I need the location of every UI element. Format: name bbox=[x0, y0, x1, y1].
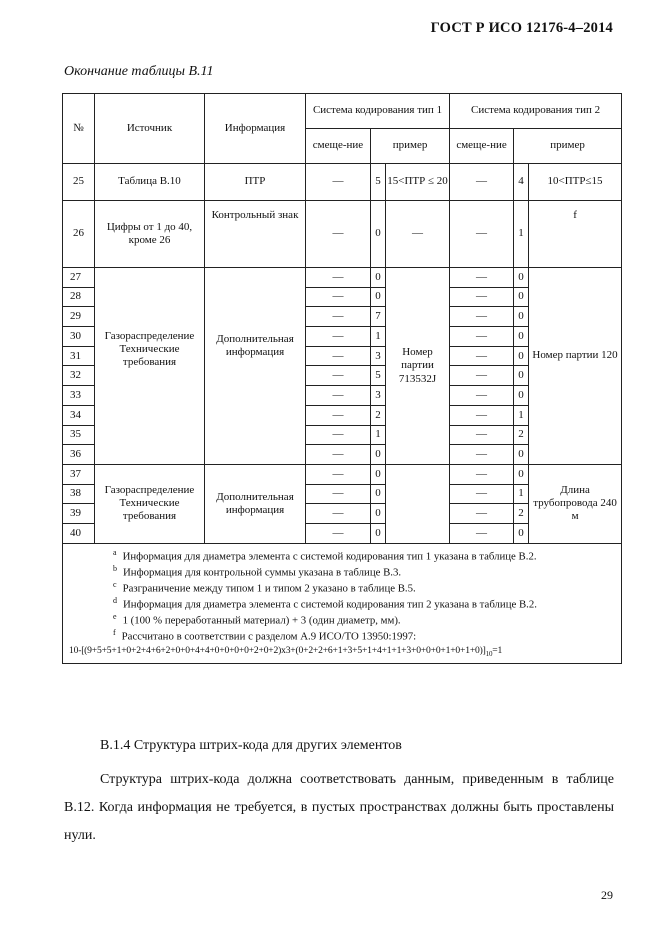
row-shift-1: — bbox=[306, 425, 371, 445]
document-header: ГОСТ Р ИСО 12176-4–2014 bbox=[430, 20, 613, 36]
row-shift-1: — bbox=[306, 445, 371, 465]
block1-example-1: Номер партии 713532J bbox=[386, 268, 450, 465]
footnote-mark: e bbox=[113, 612, 117, 622]
row-value-2: 0 bbox=[514, 287, 529, 307]
row-value-2: 0 bbox=[514, 464, 529, 484]
row-number: 37 bbox=[63, 464, 95, 484]
row-shift-1: — bbox=[306, 327, 371, 347]
row-shift-2: — bbox=[450, 164, 514, 201]
row-shift-1: — bbox=[306, 405, 371, 425]
footnotes-row bbox=[63, 543, 622, 663]
footnote-a bbox=[69, 548, 617, 564]
row-value-1: 0 bbox=[371, 523, 386, 543]
footnote-mark: a bbox=[113, 547, 117, 557]
row-value-2: 2 bbox=[514, 504, 529, 524]
page-number: 29 bbox=[601, 888, 613, 902]
row-value-2: 0 bbox=[514, 307, 529, 327]
row-value-2: 0 bbox=[514, 386, 529, 406]
row-shift-2: — bbox=[450, 405, 514, 425]
block1-rows bbox=[63, 268, 622, 465]
col-header-shift-2: смеще-ние bbox=[450, 129, 514, 164]
row-value-2: 1 bbox=[514, 405, 529, 425]
row-value-2: 2 bbox=[514, 425, 529, 445]
row-number: 39 bbox=[63, 504, 95, 524]
row-example-1: 15<ПТР ≤ 20 bbox=[386, 164, 450, 201]
col-header-number: № bbox=[63, 94, 95, 164]
row-number: 38 bbox=[63, 484, 95, 504]
footnote-mark: b bbox=[113, 563, 117, 573]
row-value-1: 3 bbox=[371, 386, 386, 406]
row-value-1: 0 bbox=[371, 504, 386, 524]
row-number: 40 bbox=[63, 523, 95, 543]
row-value-1: 1 bbox=[371, 327, 386, 347]
row-shift-2: — bbox=[450, 445, 514, 465]
row-shift-1: — bbox=[306, 268, 371, 288]
row-example-1: — bbox=[386, 201, 450, 268]
row-shift-1: — bbox=[306, 386, 371, 406]
row-shift-2: — bbox=[450, 386, 514, 406]
row-shift-2: — bbox=[450, 268, 514, 288]
block1-source: Газораспределение Технические требования bbox=[95, 268, 205, 465]
row-shift-1: — bbox=[306, 287, 371, 307]
block2-example-2: Длина трубопровода 240 м bbox=[529, 464, 622, 543]
footnote-b bbox=[69, 564, 617, 580]
row-source: Таблица В.10 bbox=[95, 164, 205, 201]
footnote-mark: d bbox=[113, 596, 117, 606]
row-shift-1: — bbox=[306, 523, 371, 543]
section-title: В.1.4 Структура штрих-кода для других элементов bbox=[100, 738, 402, 753]
col-header-system-type2: Система кодирования тип 2 bbox=[450, 94, 622, 129]
col-header-shift-1: смеще-ние bbox=[306, 129, 371, 164]
row-number: 28 bbox=[63, 287, 95, 307]
row-shift-1: — bbox=[306, 307, 371, 327]
row-value-1: 7 bbox=[371, 307, 386, 327]
row-value-2: 4 bbox=[514, 164, 529, 201]
row-info: Контрольный знак bbox=[205, 201, 306, 268]
checksum-formula bbox=[69, 645, 617, 659]
row-shift-2: — bbox=[450, 346, 514, 366]
table-caption: Окончание таблицы В.11 bbox=[64, 64, 214, 79]
row-number: 35 bbox=[63, 425, 95, 445]
row-value-2: 1 bbox=[514, 484, 529, 504]
row-shift-1: — bbox=[306, 504, 371, 524]
row-value-2: 0 bbox=[514, 346, 529, 366]
row-value-2: 1 bbox=[514, 201, 529, 268]
row-value-2: 0 bbox=[514, 366, 529, 386]
block1-example-2: Номер партии 120 bbox=[529, 268, 622, 465]
footnote-f bbox=[69, 628, 617, 644]
row-number: 33 bbox=[63, 386, 95, 406]
row-shift-1: — bbox=[306, 484, 371, 504]
footnote-e bbox=[69, 612, 617, 628]
block2-rows bbox=[63, 464, 622, 543]
row-example-2: 10<ПТР≤15 bbox=[529, 164, 622, 201]
row-shift-2: — bbox=[450, 523, 514, 543]
col-header-example-1: пример bbox=[371, 129, 450, 164]
row-value-2: 0 bbox=[514, 523, 529, 543]
row-shift-1: — bbox=[306, 366, 371, 386]
row-shift-2: — bbox=[450, 287, 514, 307]
footnote-d bbox=[69, 596, 617, 612]
row-value-2: 0 bbox=[514, 327, 529, 347]
table-row bbox=[63, 464, 622, 484]
row-info: ПТР bbox=[205, 164, 306, 201]
row-value-1: 5 bbox=[371, 164, 386, 201]
row-number: 36 bbox=[63, 445, 95, 465]
row-shift-2: — bbox=[450, 201, 514, 268]
row-value-1: 0 bbox=[371, 201, 386, 268]
row-value-1: 3 bbox=[371, 346, 386, 366]
footnote-text: Рассчитано в соответствии с разделом А.9 ИСО/ТО 13950:1997: bbox=[121, 631, 417, 643]
row-example-2: f bbox=[529, 201, 622, 268]
row-value-1: 0 bbox=[371, 484, 386, 504]
row-shift-2: — bbox=[450, 484, 514, 504]
row-shift-2: — bbox=[450, 464, 514, 484]
footnote-mark: f bbox=[113, 628, 116, 638]
table-row bbox=[63, 164, 622, 201]
data-table bbox=[62, 93, 622, 664]
row-value-1: 0 bbox=[371, 287, 386, 307]
row-shift-1: — bbox=[306, 164, 371, 201]
row-value-2: 0 bbox=[514, 445, 529, 465]
col-header-system-type1: Система кодирования тип 1 bbox=[306, 94, 450, 129]
row-number: 29 bbox=[63, 307, 95, 327]
footnote-c bbox=[69, 580, 617, 596]
row-number: 26 bbox=[63, 201, 95, 268]
row-number: 34 bbox=[63, 405, 95, 425]
footnotes-cell bbox=[63, 543, 622, 663]
footnote-text: Информация для диаметра элемента с системой кодирования тип 2 указана в таблице В.2. bbox=[123, 598, 537, 611]
footnote-text: Информация для диаметра элемента с системой кодирования тип 1 указана в таблице В.2. bbox=[122, 550, 537, 563]
row-number: 25 bbox=[63, 164, 95, 201]
footnote-text: 1 (100 % переработанный материал) + 3 (один диаметр, мм). bbox=[122, 614, 401, 627]
footnote-text: Информация для контрольной суммы указана в таблице В.3. bbox=[123, 566, 402, 579]
row-value-2: 0 bbox=[514, 268, 529, 288]
row-value-1: 0 bbox=[371, 445, 386, 465]
block2-info: Дополнительная информация bbox=[205, 464, 306, 543]
row-source: Цифры от 1 до 40, кроме 26 bbox=[95, 201, 205, 268]
row-shift-1: — bbox=[306, 201, 371, 268]
col-header-info: Информация bbox=[205, 94, 306, 164]
col-header-source: Источник bbox=[95, 94, 205, 164]
block2-source: Газораспределение Технические требования bbox=[95, 464, 205, 543]
row-value-1: 5 bbox=[371, 366, 386, 386]
row-number: 27 bbox=[63, 268, 95, 288]
table-row bbox=[63, 201, 622, 268]
row-shift-2: — bbox=[450, 327, 514, 347]
row-value-1: 2 bbox=[371, 405, 386, 425]
row-number: 30 bbox=[63, 327, 95, 347]
row-shift-1: — bbox=[306, 464, 371, 484]
block1-info: Дополнительная информация bbox=[205, 268, 306, 465]
row-shift-1: — bbox=[306, 346, 371, 366]
block2-example-1 bbox=[386, 464, 450, 543]
row-shift-2: — bbox=[450, 425, 514, 445]
footnote-mark: c bbox=[113, 579, 117, 589]
row-shift-2: — bbox=[450, 366, 514, 386]
row-value-1: 1 bbox=[371, 425, 386, 445]
row-number: 32 bbox=[63, 366, 95, 386]
row-value-1: 0 bbox=[371, 268, 386, 288]
row-shift-2: — bbox=[450, 504, 514, 524]
formula-result: =1 bbox=[492, 644, 503, 656]
body-paragraph: Структура штрих-кода должна соответствовать данным, приведенным в таблице В.12. Когда информация не требуется, в пустых пространствах должны быть проставлены нули. bbox=[64, 772, 614, 843]
col-header-example-2: пример bbox=[514, 129, 622, 164]
formula-subscript: 10 bbox=[485, 649, 493, 658]
footnote-text: Разграничение между типом 1 и типом 2 указано в таблице В.5. bbox=[122, 582, 416, 595]
table-row bbox=[63, 268, 622, 288]
row-value-1: 0 bbox=[371, 464, 386, 484]
row-number: 31 bbox=[63, 346, 95, 366]
formula-main: 10-[(9+5+5+1+0+2+4+6+2+0+0+4+4+0+0+0+0+2+0+2)х3+(0+2+2+6+1+3+5+1+4+1+1+3+0+0+0+1+0+1+0)] bbox=[69, 644, 486, 656]
row-shift-2: — bbox=[450, 307, 514, 327]
